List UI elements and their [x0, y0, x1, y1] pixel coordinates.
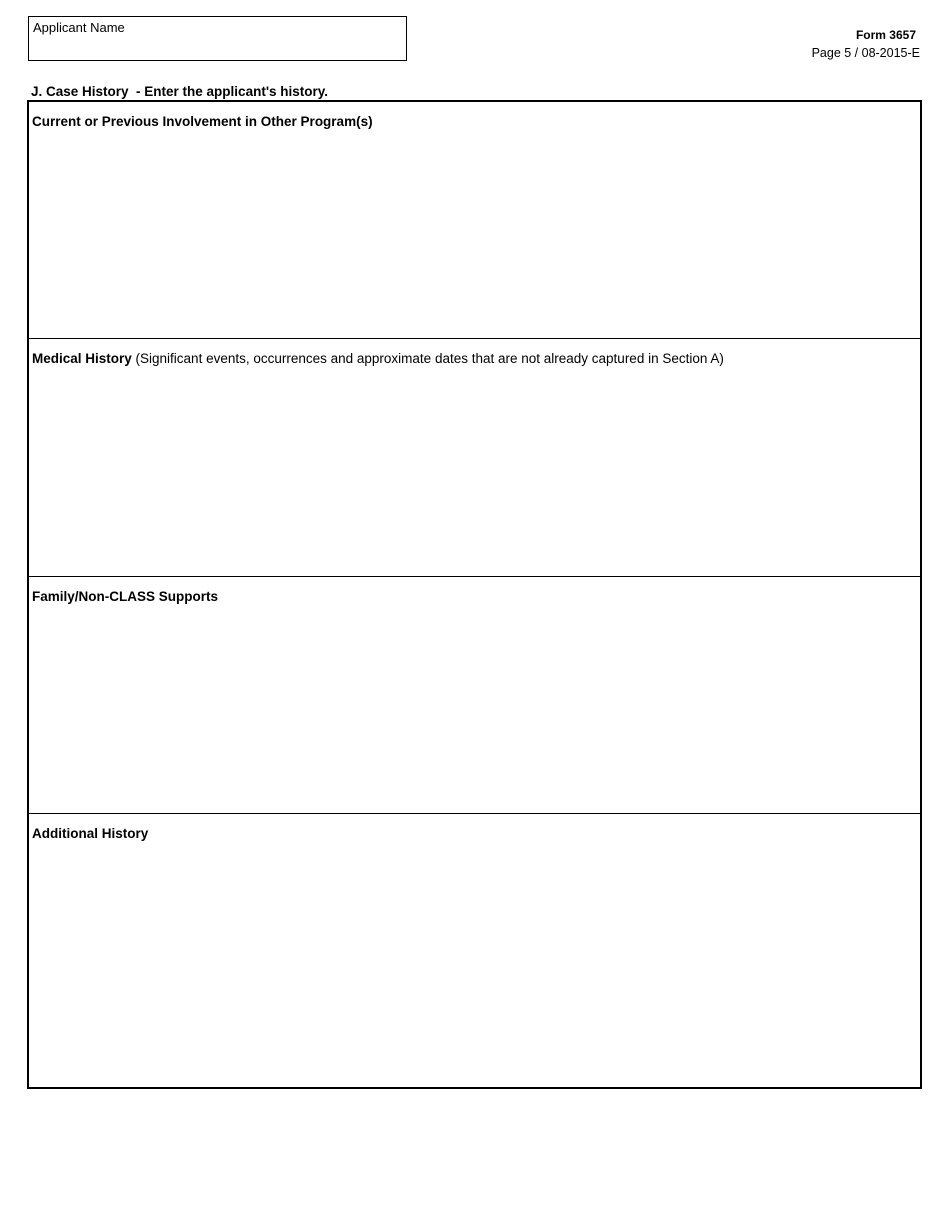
medical-history-label-text: Medical History [32, 351, 132, 366]
additional-history-label-text: Additional History [32, 826, 149, 841]
medical-history-note: (Significant events, occurrences and approximate dates that are not already captured in Section A) [131, 351, 724, 366]
other-programs-field[interactable] [29, 102, 920, 339]
additional-history-label [32, 826, 148, 842]
medical-history-label [32, 351, 724, 367]
applicant-name-label: Applicant Name [33, 20, 125, 35]
applicant-name-field[interactable] [28, 16, 407, 61]
section-title: J. Case History - Enter the applicant's history. [31, 84, 329, 99]
other-programs-label-text: Current or Previous Involvement in Other Program(s) [32, 114, 373, 129]
family-supports-label [32, 589, 218, 605]
case-history-table [27, 100, 922, 1089]
medical-history-field[interactable] [29, 339, 920, 577]
other-programs-label [32, 114, 373, 130]
form-number: Form 3657 [855, 28, 916, 42]
family-supports-field[interactable] [29, 577, 920, 814]
family-supports-label-text: Family/Non-CLASS Supports [32, 589, 219, 604]
additional-history-field[interactable] [29, 814, 920, 1087]
page-info: Page 5 / 08-2015-E [811, 46, 920, 60]
